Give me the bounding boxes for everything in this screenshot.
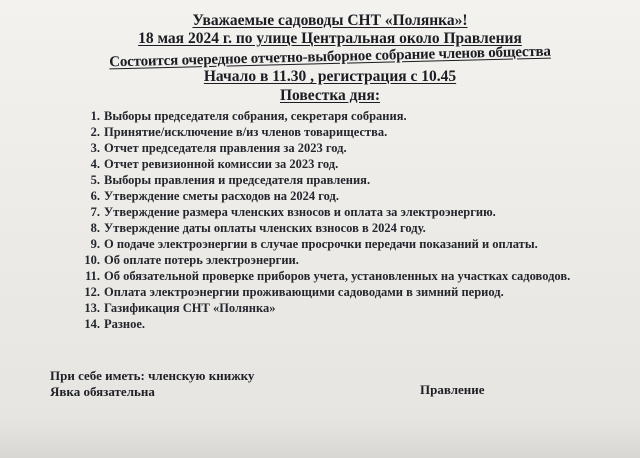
agenda-item-text: Газификация СНТ «Полянка» — [104, 301, 276, 315]
notice-header — [60, 12, 600, 105]
meeting-start-time: Начало в 11.30 , регистрация с 10.45 — [203, 68, 457, 85]
agenda-item-text: Утверждение размера членских взносов и оплата за электроэнергию. — [104, 205, 496, 219]
agenda-item-text: О подаче электроэнергии в случае просрочки передачи показаний и оплаты. — [104, 237, 538, 251]
attendance-note: Явка обязательна — [50, 384, 155, 399]
agenda-item-text: Разное. — [104, 317, 146, 331]
agenda-item-number: 2. — [90, 125, 100, 139]
agenda-heading: Повестка дня: — [280, 87, 380, 104]
agenda-item — [78, 220, 598, 236]
agenda-item-number: 10. — [84, 253, 100, 267]
signature-board: Правление — [420, 382, 485, 397]
agenda-item-text: Утверждение даты оплаты членских взносов в 2024 году. — [104, 221, 426, 235]
agenda-item — [78, 316, 598, 332]
agenda-item-text: Об обязательной проверке приборов учета, установленных на участках садоводов. — [104, 269, 571, 283]
agenda-item-text: Отчет ревизионной комиссии за 2023 год. — [104, 157, 339, 171]
agenda-item-number: 4. — [90, 157, 100, 171]
agenda-item-number: 11. — [85, 269, 100, 283]
agenda-item — [78, 156, 598, 172]
agenda-item-text: Оплата электроэнергии проживающими садоводами в зимний период. — [104, 285, 504, 299]
agenda-item-number: 5. — [90, 173, 100, 187]
agenda-item-text: Отчет председателя правления за 2023 год. — [104, 141, 347, 155]
agenda-item — [78, 108, 598, 124]
agenda-item-text: Выборы председателя собрания, секретаря собрания. — [104, 109, 407, 123]
meeting-announcement: Состоится очередное отчетно-выборное собрание членов общества — [109, 43, 551, 71]
agenda-item — [78, 268, 598, 284]
agenda-item-number: 14. — [84, 317, 100, 331]
agenda-item — [78, 204, 598, 220]
agenda-item — [78, 140, 598, 156]
agenda-item-text: Выборы правления и председателя правления. — [104, 173, 371, 187]
agenda-list — [78, 108, 598, 332]
greeting-title: Уважаемые садоводы СНТ «Полянка»! — [192, 12, 468, 29]
agenda-item-number: 3. — [90, 141, 100, 155]
agenda-item — [78, 284, 598, 300]
agenda-item — [78, 188, 598, 204]
agenda-item-text: Об оплате потерь электроэнергии. — [104, 253, 299, 267]
bring-with-you-note: При себе иметь: членскую книжку — [50, 368, 255, 383]
meeting-date-place: 18 мая 2024 г. по улице Центральная около Правления — [138, 30, 522, 47]
agenda-item — [78, 300, 598, 316]
agenda-item-number: 1. — [90, 109, 100, 123]
agenda-item-text: Утверждение сметы расходов на 2024 год. — [104, 189, 340, 203]
agenda-item-number: 8. — [90, 221, 100, 235]
agenda-item — [78, 124, 598, 140]
agenda-item — [78, 172, 598, 188]
agenda-item-number: 13. — [84, 301, 100, 315]
agenda-item-number: 12. — [84, 285, 100, 299]
agenda-item-number: 9. — [90, 237, 100, 251]
agenda-item-number: 7. — [90, 205, 100, 219]
agenda-item — [78, 252, 598, 268]
agenda-item — [78, 236, 598, 252]
agenda-item-text: Принятие/исключение в/из членов товарищества. — [104, 125, 388, 139]
agenda-item-number: 6. — [90, 189, 100, 203]
